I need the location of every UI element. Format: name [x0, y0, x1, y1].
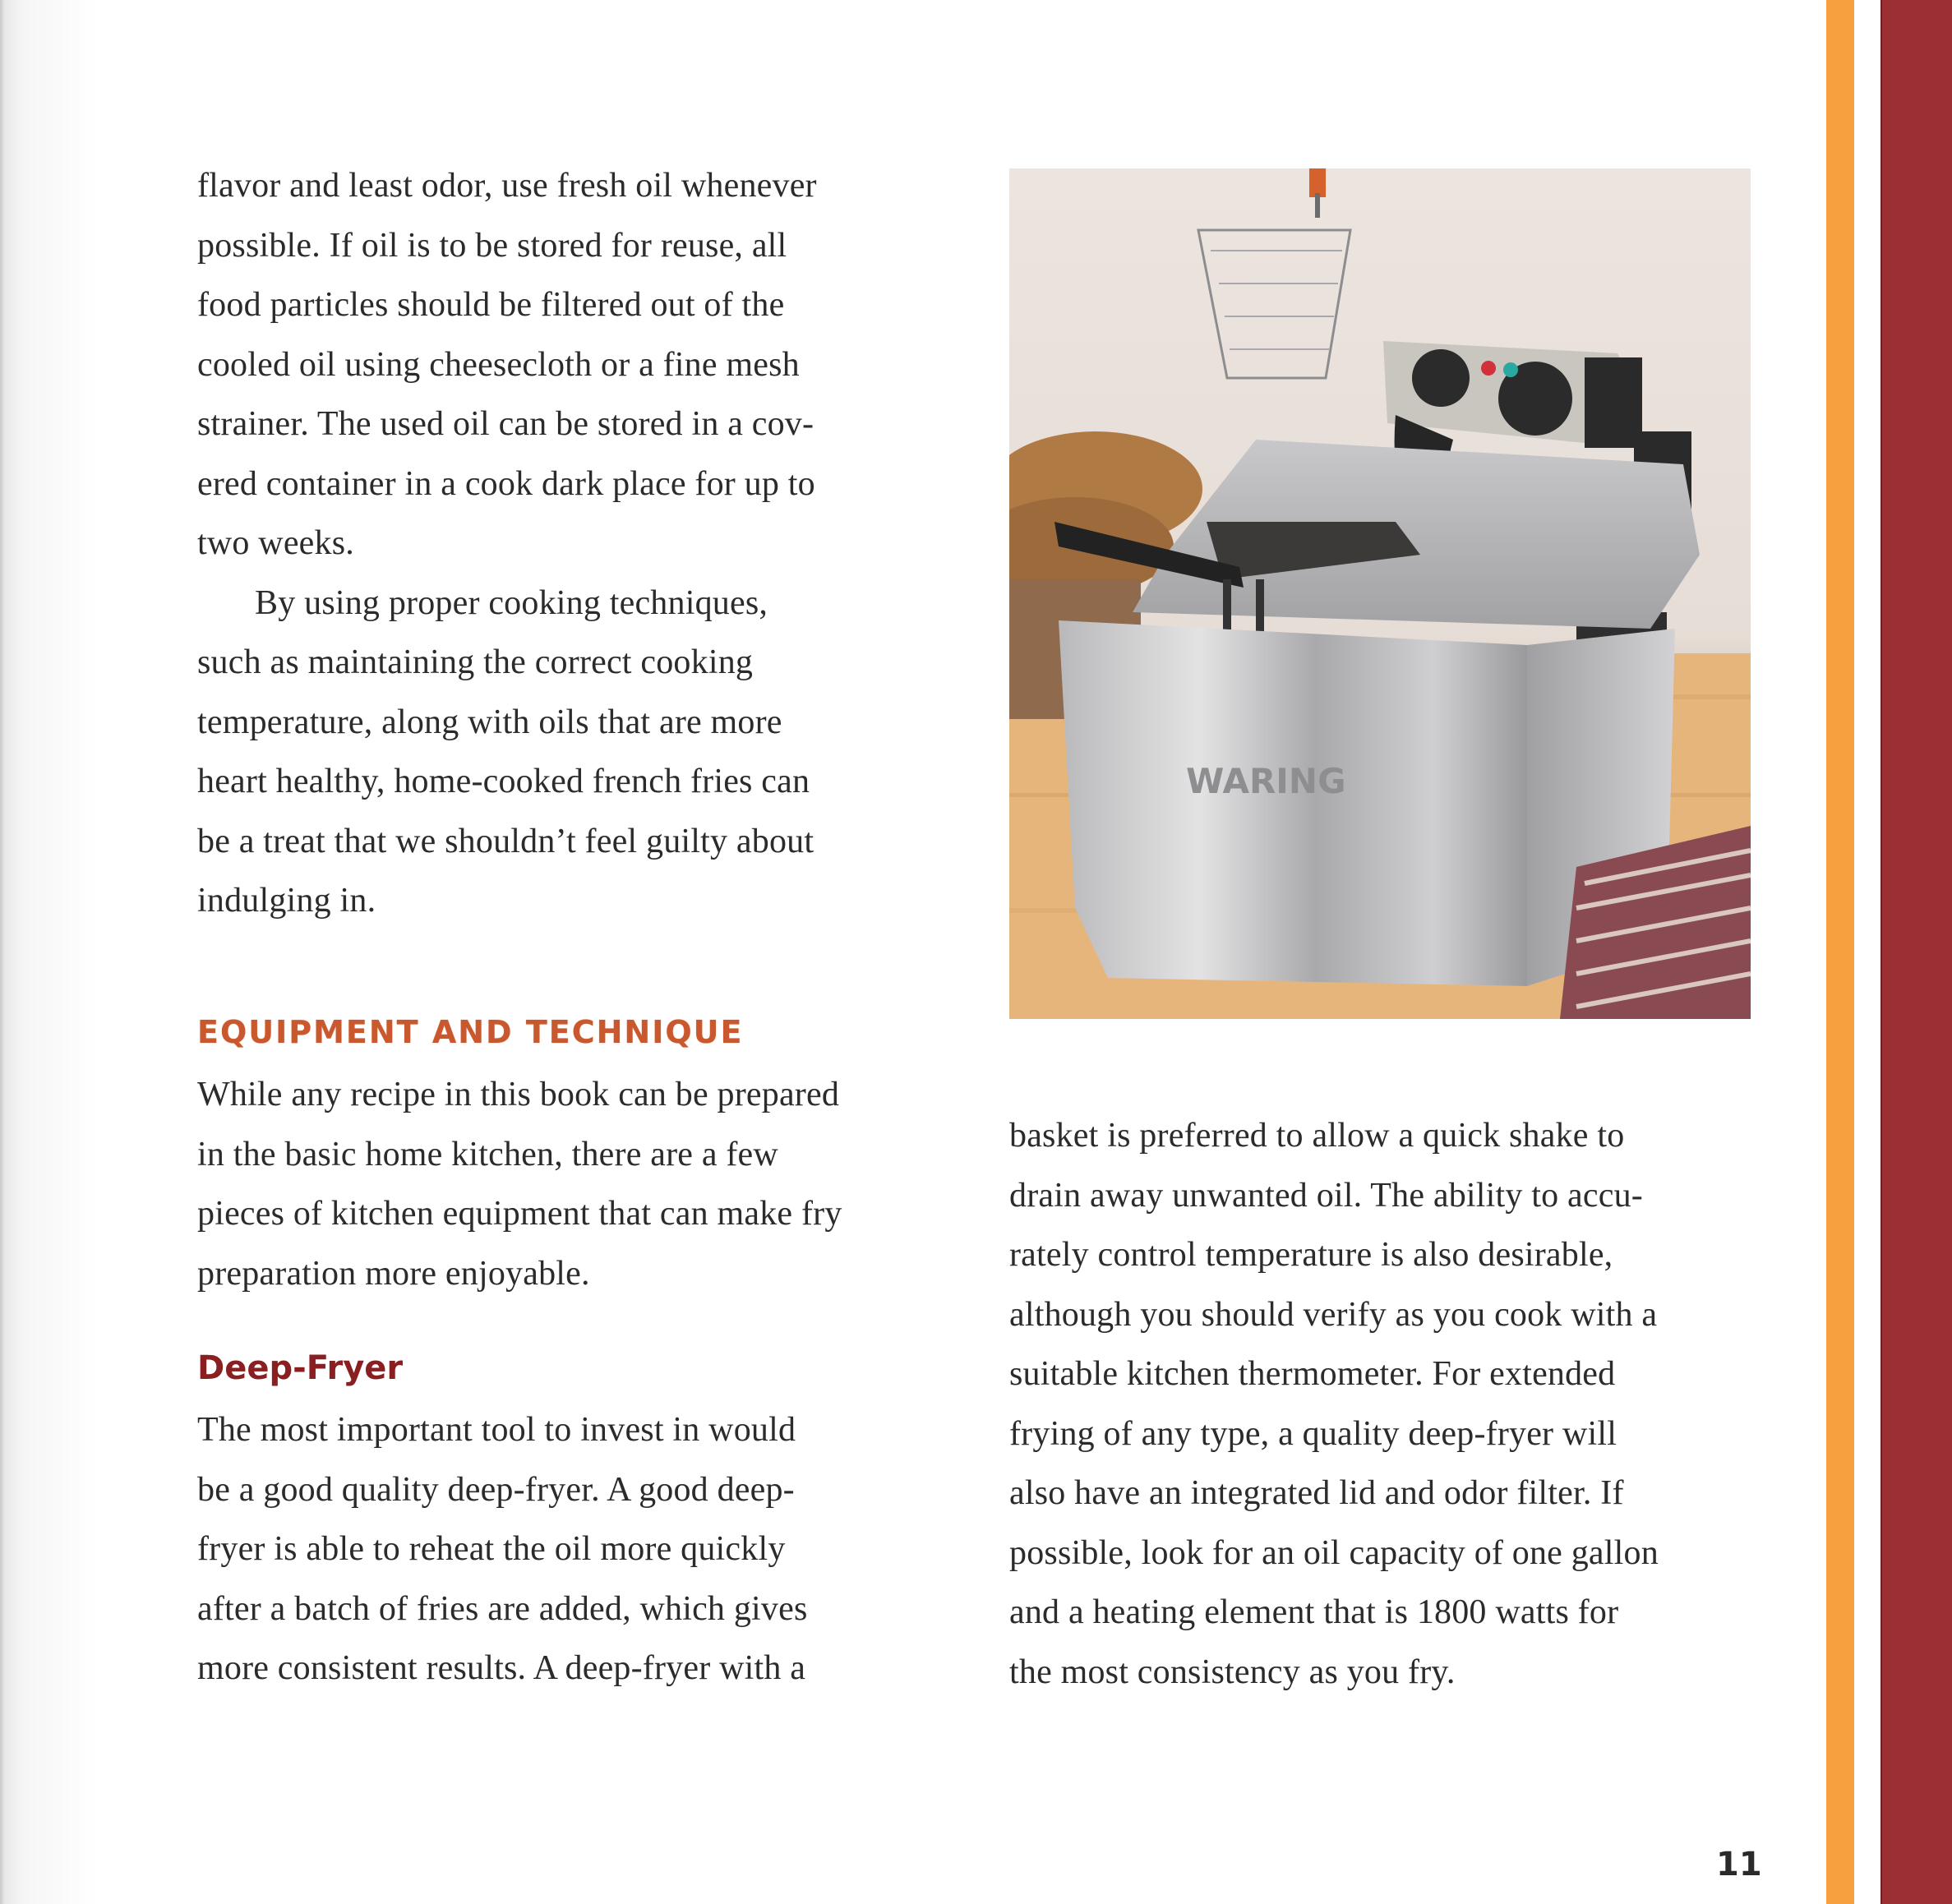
text-line: frying of any type, a quality deep-fryer will	[1009, 1414, 1617, 1453]
text-line: also have an integrated lid and odor filter. If	[1009, 1474, 1624, 1512]
deep-fryer-text-block	[197, 1400, 807, 1699]
text-line: food particles should be filtered out of the	[197, 286, 785, 324]
text-line: after a batch of fries are added, which gives	[197, 1589, 808, 1628]
text-line: While any recipe in this book can be prepared	[197, 1076, 840, 1113]
subheading-deep-fryer: Deep-Fryer	[197, 1349, 404, 1387]
text-line: basket is preferred to allow a quick shake to	[1009, 1117, 1625, 1155]
text-line: and a heating element that is 1800 watts for	[1009, 1593, 1619, 1631]
text-line: possible, look for an oil capacity of one gallon	[1009, 1533, 1659, 1572]
text-line: strainer. The used oil can be stored in a cov-	[197, 405, 814, 443]
page-number: 11	[1716, 1846, 1762, 1883]
text-line: flavor and least odor, use fresh oil whenever	[197, 167, 817, 205]
intro-text-block	[197, 156, 817, 931]
text-line: pieces of kitchen equipment that can make fry	[197, 1195, 842, 1233]
text-line: the most consistency as you fry.	[1009, 1653, 1456, 1691]
section-heading: EQUIPMENT AND TECHNIQUE	[197, 1014, 744, 1050]
text-line: suitable kitchen thermometer. For extended	[1009, 1355, 1616, 1393]
text-line: more consistent results. A deep-fryer with a	[197, 1649, 806, 1687]
text-line: fryer is able to reheat the oil more quickly	[197, 1530, 786, 1568]
text-line: be a treat that we shouldn’t feel guilty about	[197, 822, 814, 860]
text-line: preparation more enjoyable.	[197, 1254, 590, 1293]
text-line: possible. If oil is to be stored for reuse, all	[197, 226, 787, 265]
text-line: temperature, along with oils that are more	[197, 703, 782, 741]
brand-label: WARING	[1186, 761, 1346, 801]
text-line: two weeks.	[197, 524, 354, 562]
text-line: By using proper cooking techniques,	[255, 583, 768, 622]
orange-edge-stripe	[1826, 0, 1854, 1904]
deep-fryer-photo	[1009, 168, 1751, 1019]
text-line: ered container in a cook dark place for up to	[197, 464, 815, 503]
text-line: cooled oil using cheesecloth or a fine mesh	[197, 345, 800, 384]
text-line: The most important tool to invest in would	[197, 1411, 796, 1449]
text-line: drain away unwanted oil. The ability to accu-	[1009, 1176, 1643, 1215]
text-line: although you should verify as you cook with a	[1009, 1295, 1658, 1334]
right-column-text-block	[1009, 1106, 1659, 1702]
equipment-intro-block	[197, 1065, 842, 1303]
text-line: indulging in.	[197, 882, 376, 920]
red-edge-band	[1880, 0, 1952, 1904]
text-line: such as maintaining the correct cooking	[197, 643, 754, 681]
text-line: in the basic home kitchen, there are a few	[197, 1135, 778, 1173]
text-line: be a good quality deep-fryer. A good deep-	[197, 1470, 795, 1509]
text-line: rately control temperature is also desirable,	[1009, 1236, 1613, 1274]
book-gutter-shadow	[0, 0, 99, 1904]
text-line: heart healthy, home-cooked french fries can	[197, 763, 810, 800]
